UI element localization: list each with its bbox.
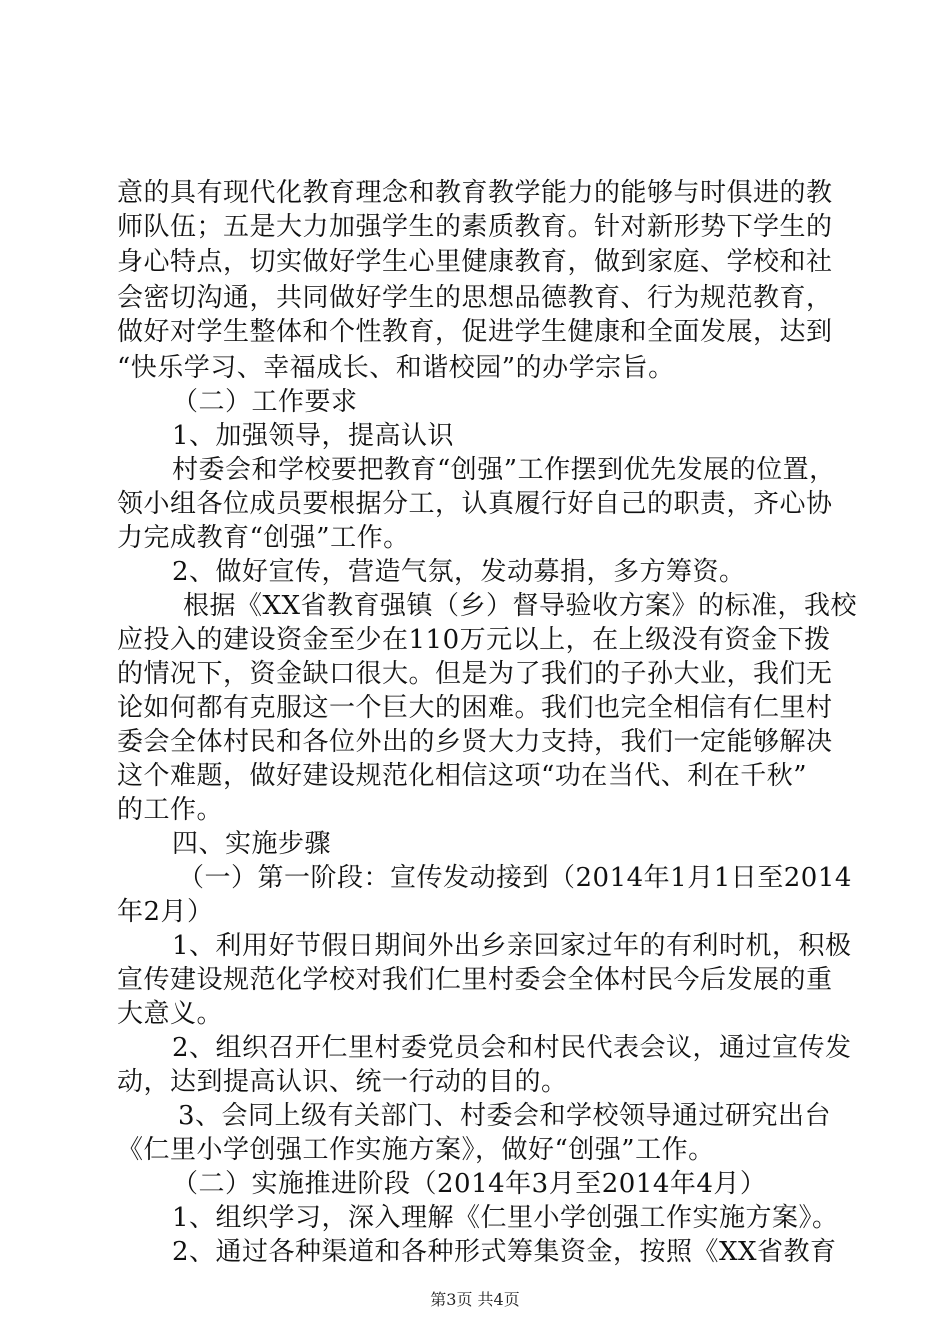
text-line: 动，达到提高认识、统一行动的目的。 [117, 1067, 568, 1097]
subsection-heading: 1、加强领导，提高认识 [172, 421, 455, 451]
text-line: 1、利用好节假日期间外出乡亲回家过年的有利时机，积极 [172, 931, 852, 961]
text-line: “快乐学习、幸福成长、和谐校园”的办学宗旨。 [117, 353, 675, 383]
page-footer [0, 1290, 950, 1310]
subsection-heading: 2、做好宣传，营造气氛，发动募捐，多方筹资。 [172, 557, 746, 587]
page-number-label: 第3页 共4页 [430, 1290, 520, 1309]
text-line: 做好对学生整体和个性教育，促进学生健康和全面发展，达到 [117, 317, 833, 347]
text-line: 《仁里小学创强工作实施方案》，做好“创强”工作。 [117, 1135, 715, 1165]
text-line: 委会全体村民和各位外出的乡贤大力支持，我们一定能够解决 [117, 727, 833, 757]
text-line: 身心特点，切实做好学生心里健康教育，做到家庭、学校和社 [117, 247, 833, 277]
subsection-heading: （一）第一阶段：宣传发动接到（2014年1月1日至2014 [178, 863, 852, 893]
text-line: 力完成教育“创强”工作。 [117, 523, 410, 553]
subsection-heading: （二）实施推进阶段（2014年3月至2014年4月） [172, 1169, 767, 1199]
section-heading: 四、实施步骤 [172, 829, 332, 859]
section-heading: （二）工作要求 [172, 387, 358, 417]
text-line: 会密切沟通，共同做好学生的思想品德教育、行为规范教育， [117, 283, 833, 313]
text-line: 大意义。 [117, 999, 224, 1029]
text-line: 年2月） [117, 897, 214, 927]
text-line: 1、组织学习，深入理解《仁里小学创强工作实施方案》。 [172, 1203, 839, 1233]
text-line: 村委会和学校要把教育“创强”工作摆到优先发展的位置， [172, 455, 836, 485]
text-line: 意的具有现代化教育理念和教育教学能力的能够与时俱进的教 [117, 178, 833, 208]
text-line: 师队伍；五是大力加强学生的素质教育。针对新形势下学生的 [117, 212, 833, 242]
text-line: 根据《XX省教育强镇（乡）督导验收方案》的标准，我校 [183, 591, 858, 621]
text-line: 2、组织召开仁里村委党员会和村民代表会议，通过宣传发 [172, 1033, 852, 1063]
text-line: 应投入的建设资金至少在110万元以上，在上级没有资金下拨 [117, 625, 831, 655]
text-line: 3、会同上级有关部门、村委会和学校领导通过研究出台 [178, 1101, 832, 1131]
text-line: 宣传建设规范化学校对我们仁里村委会全体村民今后发展的重 [117, 965, 833, 995]
text-line: 论如何都有克服这一个巨大的困难。我们也完全相信有仁里村 [117, 693, 833, 723]
text-line: 这个难题，做好建设规范化相信这项“功在当代、利在千秋” [117, 761, 808, 791]
text-line: 领小组各位成员要根据分工，认真履行好自己的职责，齐心协 [117, 489, 833, 519]
text-line: 2、通过各种渠道和各种形式筹集资金，按照《XX省教育 [172, 1237, 837, 1267]
text-line: 的情况下，资金缺口很大。但是为了我们的子孙大业，我们无 [117, 659, 833, 689]
text-line: 的工作。 [117, 795, 224, 825]
